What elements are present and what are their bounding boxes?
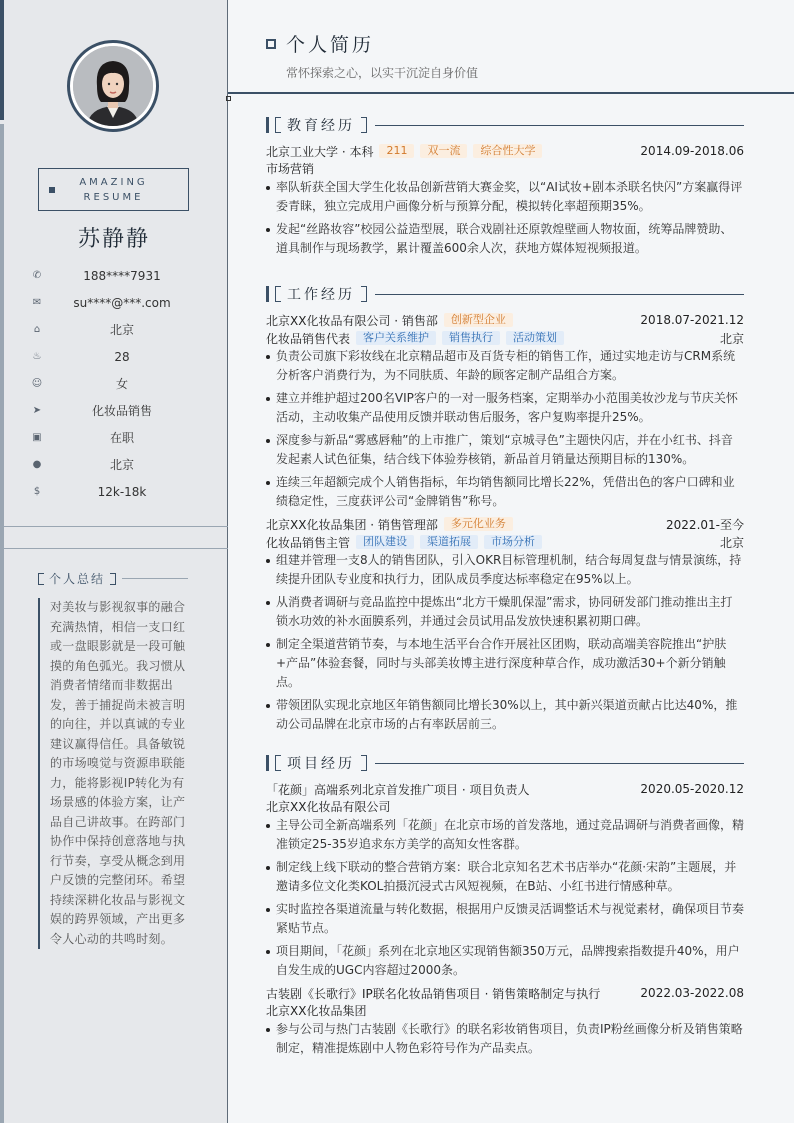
cake-icon: ♨ xyxy=(32,351,42,362)
page-subtitle: 常怀探索之心，以实干沉淀自身价值 xyxy=(286,66,479,80)
contact-info-text: 北京 xyxy=(109,323,134,337)
send-icon: ➤ xyxy=(32,405,42,416)
job-company-row xyxy=(266,311,744,329)
face-icon: ☺ xyxy=(31,378,43,389)
section-bar xyxy=(266,286,269,302)
project-name-row xyxy=(266,780,744,798)
school-name: 北京工业大学 · 本科 xyxy=(266,144,374,159)
skill-tag: 活动策划 xyxy=(506,331,564,345)
job-company-row xyxy=(266,515,744,533)
list-item: 发起“丝路妆容”校园公益造型展，联合戏剧社还原敦煌壁画人物妆面，统筹品牌赞助、道具制作与现场教学，累计覆盖600余人次，获地方媒体短视频报道。 xyxy=(266,220,744,258)
contact-info-row xyxy=(30,370,200,397)
company-name: 北京XX化妆品集团 · 销售管理部 xyxy=(266,517,438,532)
bracket-right-icon xyxy=(361,755,367,771)
project-name: 古装剧《长歌行》IP联名化妆品销售项目 · 销售策略制定与执行 xyxy=(266,986,601,1001)
portrait-icon xyxy=(73,46,153,126)
project-name-row xyxy=(266,984,744,1002)
project-bullets xyxy=(266,1020,744,1058)
contact-info-list xyxy=(30,262,200,505)
job-city: 北京 xyxy=(719,535,744,550)
sidebar xyxy=(0,0,228,1123)
contact-info-text: su****@***.com xyxy=(73,295,171,310)
skill-tag: 销售执行 xyxy=(442,331,500,345)
home-icon: ⌂ xyxy=(33,324,41,335)
summary-text: 对美妆与影视叙事的融合充满热情，相信一支口红或一盘眼影就是一段可触摸的角色弧光。我习惯从消费者情绪而非数据出发，善于捕捉尚未被言明的向往，并以真诚的专业建议赢得信任。具备敏锐的市场嗅觉与资源串联能力，能将影视IP转化为有场景感的体验方案，让产品自己讲故事。在跨部门协作中保持创意落地与执行节奏，享受从概念到用户反馈的完整闭环。希望持续深耕化妆品与影视文娱的跨界领域，产出更多令人心动的共鸣时刻。 xyxy=(38,598,186,949)
section-title: 工作经历 xyxy=(287,287,355,303)
location-icon: ● xyxy=(32,459,42,470)
skill-tag: 渠道拓展 xyxy=(420,535,478,549)
skill-tag: 市场分析 xyxy=(484,535,542,549)
contact-info-text: 28 xyxy=(114,349,130,364)
page-title xyxy=(266,30,374,57)
list-item: 制定全渠道营销节奏，与本地生活平台合作开展社区团购，联动高端美容院推出“护肤+产品”体验套餐，同时与头部美妆博主进行深度种草合作，成功激活30+个新分销触点。 xyxy=(266,635,744,692)
salary-icon: $ xyxy=(33,486,41,497)
main-content xyxy=(228,0,794,1123)
phone-icon: ✆ xyxy=(32,270,42,281)
project-bullets xyxy=(266,816,744,980)
contact-info-text: 188****7931 xyxy=(83,268,161,283)
project-section xyxy=(266,754,744,1062)
list-item: 带领团队实现北京地区年销售额同比增长30%以上，其中新兴渠道贡献占比达40%，推动公司品牌在北京市场的占有率跃居前三。 xyxy=(266,696,744,734)
education-tag: 双一流 xyxy=(420,144,467,158)
list-item: 项目期间，「花颜」系列在北京地区实现销售额350万元，品牌搜索指数提升40%，用户自发生成的UGC内容超过2000条。 xyxy=(266,942,744,980)
education-row xyxy=(266,142,744,160)
job-entry xyxy=(266,311,744,511)
education-major: 市场营销 xyxy=(266,162,315,176)
education-date: 2014.09-2018.06 xyxy=(640,144,744,158)
page-title-text: 个人简历 xyxy=(286,34,375,56)
project-date: 2020.05-2020.12 xyxy=(640,782,744,796)
bracket-right-icon xyxy=(361,286,367,302)
section-line xyxy=(375,294,744,295)
work-section xyxy=(266,285,744,738)
contact-info-row xyxy=(30,424,200,451)
job-date: 2018.07-2021.12 xyxy=(640,313,744,327)
bracket-left-icon xyxy=(38,573,44,585)
summary-heading-line xyxy=(122,578,188,579)
contact-info-row xyxy=(30,397,200,424)
job-bullets xyxy=(266,551,744,734)
project-entry xyxy=(266,984,744,1058)
sidebar-divider xyxy=(4,548,228,549)
list-item: 制定线上线下联动的整合营销方案：联合北京知名艺术书店举办“花颜·宋韵”主题展，并邀请多位文化类KOL拍摄沉浸式古风短视频，在B站、小红书进行情感种草。 xyxy=(266,858,744,896)
education-tag: 综合性大学 xyxy=(473,144,542,158)
job-city: 北京 xyxy=(719,331,744,346)
list-item: 建立并维护超过200名VIP客户的一对一服务档案，定期举办小范围美妆沙龙与节庆关怀活动，主动收集产品使用反馈并联动售后服务，客户复购率提升25%。 xyxy=(266,389,744,427)
list-item: 深度参与新品“雾感唇釉”的上市推广，策划“京城寻色”主题快闪店，并在小红书、抖音发起素人试色征集，结合线下体验券核销，新品首月销量达预期目标的130%。 xyxy=(266,431,744,469)
summary-title: 个人总结 xyxy=(49,572,106,586)
badge-line2: RESUME xyxy=(83,192,144,203)
amazing-resume-badge xyxy=(38,168,189,211)
title-square-icon xyxy=(266,39,276,49)
briefcase-icon: ▣ xyxy=(32,432,42,443)
list-item: 负责公司旗下彩妆线在北京精品超市及百货专柜的销售工作，通过实地走访与CRM系统分析客户消费行为，为不同肤质、年龄的顾客定制产品组合方案。 xyxy=(266,347,744,385)
job-role: 化妆品销售代表 xyxy=(266,331,351,346)
list-item: 实时监控各渠道流量与转化数据，根据用户反馈灵活调整话术与视觉素材，确保项目节奏紧贴节点。 xyxy=(266,900,744,938)
education-tag: 211 xyxy=(379,144,414,158)
contact-info-row xyxy=(30,316,200,343)
avatar-photo xyxy=(73,46,153,126)
project-org: 北京XX化妆品集团 xyxy=(266,1004,367,1018)
job-role-row xyxy=(266,533,744,551)
bracket-left-icon xyxy=(275,286,281,302)
job-bullets xyxy=(266,347,744,511)
company-tag: 创新型企业 xyxy=(444,313,513,327)
job-date: 2022.01-至今 xyxy=(666,517,744,532)
project-date: 2022.03-2022.08 xyxy=(640,986,744,1000)
job-role-row xyxy=(266,329,744,347)
section-line xyxy=(375,763,744,764)
contact-info-text: 北京 xyxy=(109,458,134,472)
contact-info-row xyxy=(30,451,200,478)
skill-tag: 团队建设 xyxy=(356,535,414,549)
list-item: 从消费者调研与竞品监控中提炼出“北方干燥肌保湿”需求，协同研发部门推动推出主打锁水功效的补水面膜系列，并通过会员试用品发放快速积累初期口碑。 xyxy=(266,593,744,631)
list-item: 组建并管理一支8人的销售团队，引入OKR目标管理机制，结合每周复盘与情景演练，持续提升团队专业度和执行力，团队成员季度达标率稳定在95%以上。 xyxy=(266,551,744,589)
section-line xyxy=(375,125,744,126)
section-bar xyxy=(266,117,269,133)
section-heading xyxy=(266,754,744,772)
list-item: 参与公司与热门古装剧《长歌行》的联名彩妆销售项目，负责IP粉丝画像分析及销售策略制定，精准提炼剧中人物色彩符号作为产品卖点。 xyxy=(266,1020,744,1058)
project-entry xyxy=(266,780,744,980)
sidebar-accent-bar xyxy=(0,0,4,120)
section-title: 项目经历 xyxy=(287,756,355,772)
section-title: 教育经历 xyxy=(287,118,355,134)
contact-info-row xyxy=(30,478,200,505)
contact-info-text: 女 xyxy=(115,377,128,391)
company-tag: 多元化业务 xyxy=(444,517,513,531)
contact-info-row xyxy=(30,262,200,289)
contact-info-text: 在职 xyxy=(109,431,134,445)
contact-info-text: 12k-18k xyxy=(97,484,147,499)
mail-icon: ✉ xyxy=(32,297,42,308)
sidebar-accent-bar-lower xyxy=(0,124,4,1123)
contact-info-text: 化妆品销售 xyxy=(91,404,152,418)
header-rule xyxy=(228,92,794,94)
section-heading xyxy=(266,285,744,303)
avatar xyxy=(67,40,159,132)
education-bullets xyxy=(266,178,744,258)
project-name: 「花颜」高端系列北京首发推广项目 · 项目负责人 xyxy=(266,782,530,797)
job-entry xyxy=(266,515,744,734)
list-item: 连续三年超额完成个人销售指标，年均销售额同比增长22%，凭借出色的客户口碑和业绩稳定性，三度获评公司“金牌销售”称号。 xyxy=(266,473,744,511)
job-role: 化妆品销售主管 xyxy=(266,535,351,550)
skill-tag: 客户关系维护 xyxy=(356,331,436,345)
bracket-left-icon xyxy=(275,117,281,133)
summary-heading xyxy=(38,570,188,587)
section-bar xyxy=(266,755,269,771)
list-item: 率队斩获全国大学生化妆品创新营销大赛金奖，以“AI试妆+剧本杀联名快闪”方案赢得评委青睐，独立完成用户画像分析与预算分配，模拟转化率超预期35%。 xyxy=(266,178,744,216)
list-item: 主导公司全新高端系列「花颜」在北京市场的首发落地，通过竞品调研与消费者画像，精准锁定25-35岁追求东方美学的高知女性客群。 xyxy=(266,816,744,854)
badge-line1: AMAZING xyxy=(79,177,148,188)
sidebar-divider xyxy=(4,526,228,527)
company-name: 北京XX化妆品有限公司 · 销售部 xyxy=(266,313,438,328)
bracket-right-icon xyxy=(110,573,116,585)
section-heading xyxy=(266,116,744,134)
contact-info-row xyxy=(30,343,200,370)
project-org: 北京XX化妆品有限公司 xyxy=(266,800,391,814)
bracket-left-icon xyxy=(275,755,281,771)
bracket-right-icon xyxy=(361,117,367,133)
badge-square-icon xyxy=(49,187,55,193)
header-marker-icon xyxy=(226,96,231,101)
education-section xyxy=(266,116,744,262)
candidate-name: 苏静静 xyxy=(77,227,150,252)
contact-info-row xyxy=(30,289,200,316)
